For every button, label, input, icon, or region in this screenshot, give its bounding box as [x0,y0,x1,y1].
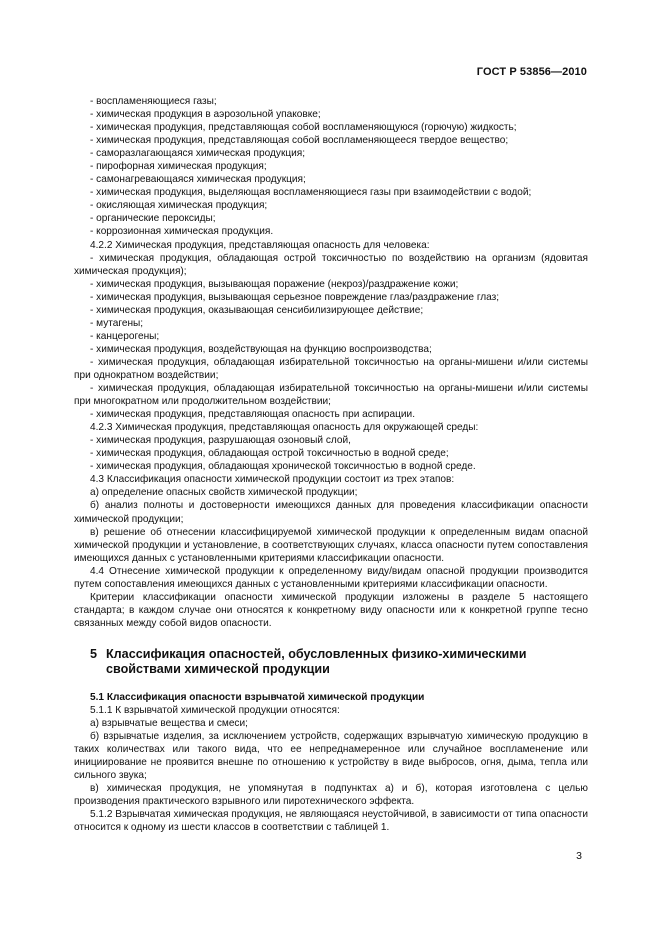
list-item: - химическая продукция, разрушающая озоновый слой, [90,435,351,447]
list-item: в) решение об отнесении классифицируемой химической продукции к определенным видам опасной химической продукции и установление, в соответствующих случаях, класса опасности путем сопоставления имеющихся данных с установленными критериями классификации опасности. [74,526,588,564]
list-item: б) взрывчатые изделия, за исключением устройств, содержащих взрывчатую химическую продукцию в таких количествах или такого вида, что ее непреднамеренное или случайное воспламенение или инициирование не проявится внешне по отношению к устройству в виде выбросов, огня, дыма, тепла или сильного звука; [74,731,588,782]
page-header: ГОСТ Р 53856—2010 [476,66,587,78]
list-item: - химическая продукция, представляющая опасность при аспирации. [90,409,416,421]
subsection-5-1-heading: 5.1 Классификация опасности взрывчатой химической продукции [90,691,425,703]
section-number: 5 [90,646,98,661]
list-item: - окисляющая химическая продукция; [90,200,268,212]
clause-4-2-3: 4.2.3 Химическая продукция, представляющая опасность для окружающей среды: [90,422,479,434]
list-item: - саморазлагающаяся химическая продукция; [90,148,306,160]
page-body [74,95,588,834]
list-item: - химическая продукция, обладающая избирательной токсичностью на органы-мишени и/или системы при однократном воздействии; [74,356,588,381]
list-item: - воспламеняющиеся газы; [90,96,217,107]
list-item: - химическая продукция, обладающая острой токсичностью по воздействию на организм (ядовитая химическая продукция); [74,252,588,277]
paragraph: Критерии классификации опасности химической продукции изложены в разделе 5 настоящего стандарта; в каждом случае они относятся к конкретному виду опасности или к конкретной группе тесно связанных между собой видов опасности. [74,591,588,629]
clause-4-4: 4.4 Отнесение химической продукции к определенному виду/видам опасной продукции производится путем сопоставления имеющихся данных с установленными критериями классификации опасности. [74,565,588,590]
list-item: в) химическая продукция, не упомянутая в подпунктах а) и б), которая изготовлена с целью производения практического взрывного или пиротехнического эффекта. [74,783,588,808]
section-title-line1: Классификация опасностей, обусловленных физико-химическими [106,646,527,661]
list-item: - коррозионная химическая продукция. [90,226,274,238]
list-item: - самонагревающаяся химическая продукция; [90,174,306,186]
list-item: - химическая продукция, обладающая хронической токсичностью в водной среде. [90,461,476,473]
clause-4-2-2: 4.2.2 Химическая продукция, представляющая опасность для человека: [90,239,430,251]
list-item: - химическая продукция, вызывающая поражение (некроз)/раздражение кожи; [90,278,459,290]
list-item: - химическая продукция, оказывающая сенсибилизирующее действие; [90,304,424,316]
list-item: - химическая продукция, выделяющая воспламеняющиеся газы при взаимодействии с водой; [90,187,532,199]
list-item: - химическая продукция, воздействующая на функцию воспроизводства; [90,343,432,355]
page-number: 3 [576,850,582,862]
section-5-heading [74,647,588,678]
clause-5-1-1: 5.1.1 К взрывчатой химической продукции относятся: [90,704,340,716]
list-item: - химическая продукция, вызывающая серьезное повреждение глаз/раздражение глаз; [90,291,500,303]
list-item: - химическая продукция, обладающая острой токсичностью в водной среде; [90,448,449,460]
clause-4-3: 4.3 Классификация опасности химической продукции состоит из трех этапов: [90,474,455,486]
list-item: а) определение опасных свойств химической продукции; [90,487,358,499]
list-item: - химическая продукция в аэрозольной упаковке; [90,109,321,121]
section-title-line2: свойствами химической продукции [106,662,330,677]
list-item: а) взрывчатые вещества и смеси; [90,718,248,730]
list-item: - мутагены; [90,317,144,329]
list-item: - химическая продукция, представляющая собой воспламеняющуюся (горючую) жидкость; [90,122,517,134]
list-item: - канцерогены; [90,330,160,342]
list-item: б) анализ полноты и достоверности имеющихся данных для проведения классификации опасности химической продукции; [74,500,588,525]
list-item: - химическая продукция, обладающая избирательной токсичностью на органы-мишени и/или системы при многократном или продолжительном воздействии; [74,383,588,408]
clause-5-1-2: 5.1.2 Взрывчатая химическая продукция, не являющаяся неустойчивой, в зависимости от типа опасности относится к одному из шести классов в соответствии с таблицей 1. [74,809,588,834]
list-item: - органические пероксиды; [90,213,216,225]
list-item: - пирофорная химическая продукция; [90,161,267,173]
list-item: - химическая продукция, представляющая собой воспламеняющееся твердое вещество; [90,135,509,147]
